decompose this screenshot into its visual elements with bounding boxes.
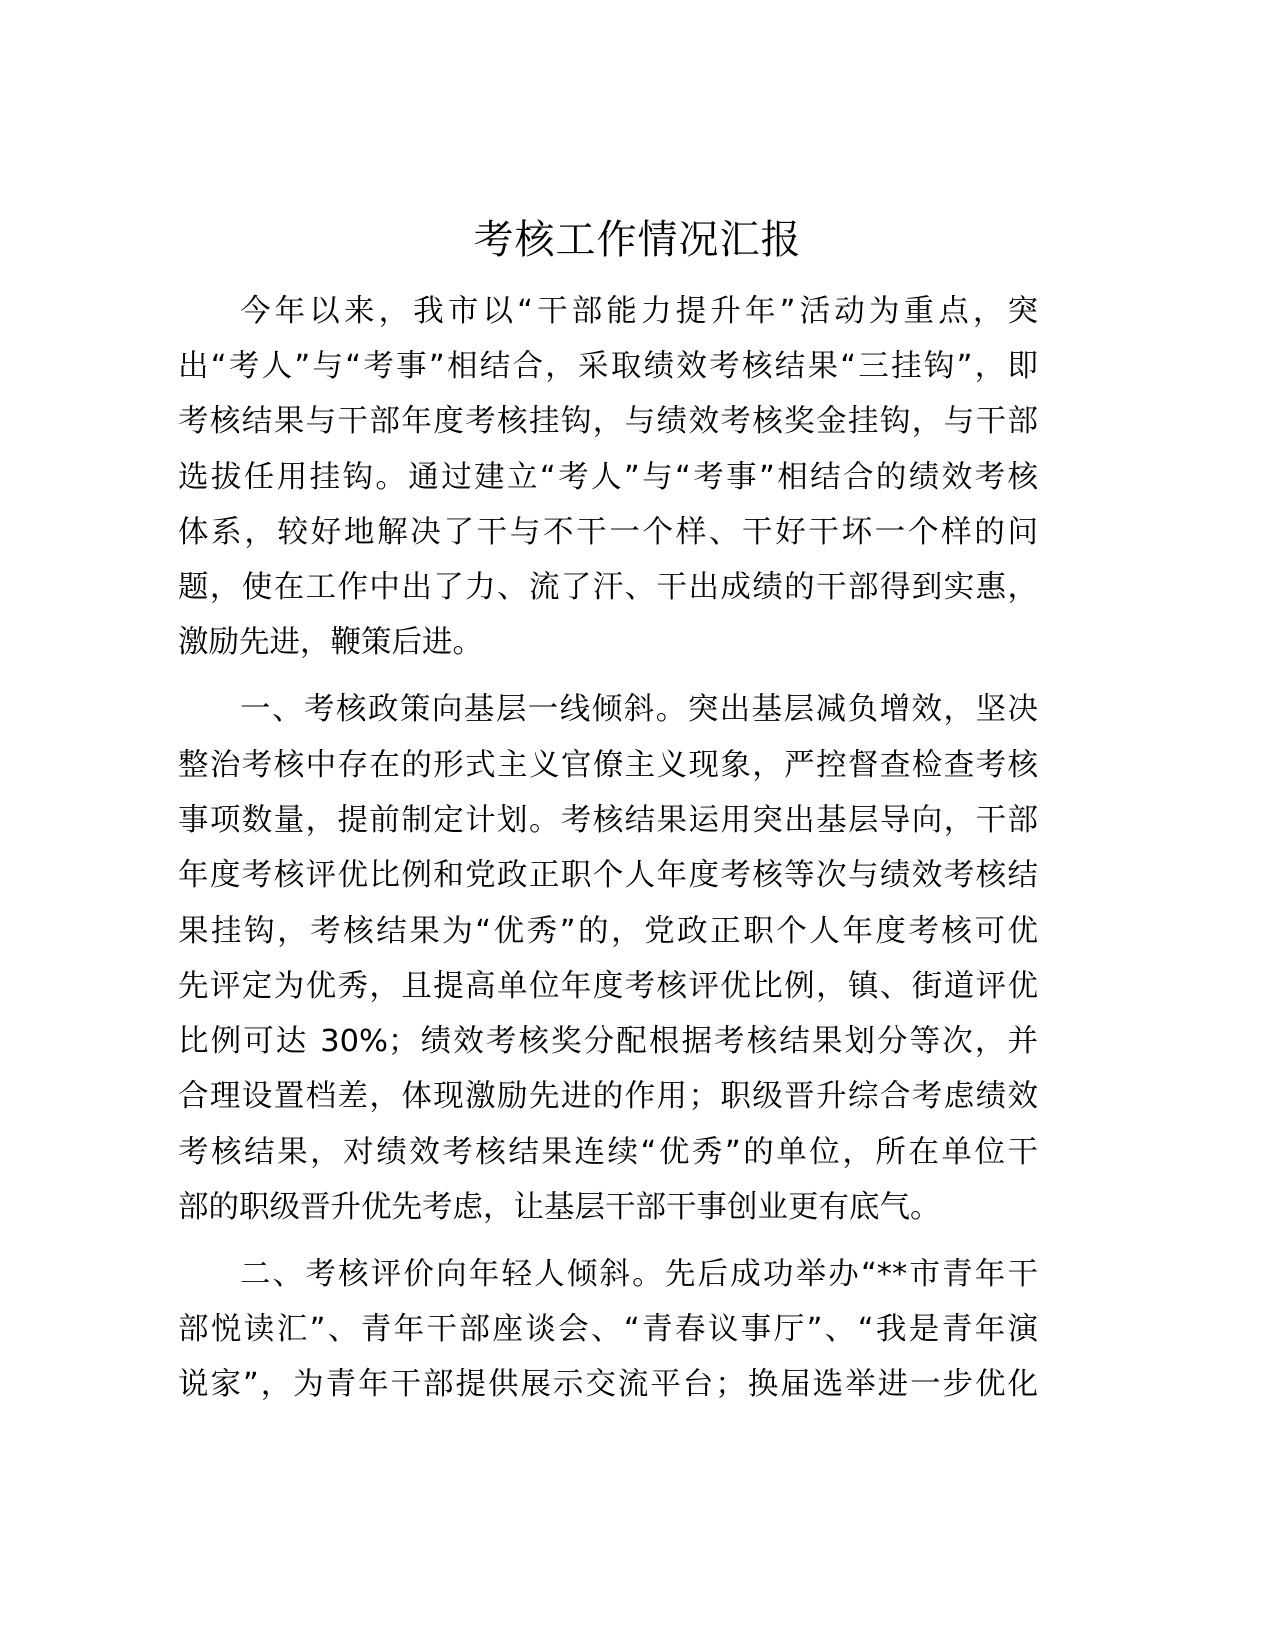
paragraph-1-line-2: 出“考人”与“考事”相结合，采取绩效考核结果“三挂钩”，即 [178,349,1038,384]
paragraph-1-line-7: 激励先进，鞭策后进。 [178,625,483,660]
paragraph-3-line-2: 部悦读汇”、青年干部座谈会、“青春议事厅”、“我是青年演 [178,1312,1038,1347]
paragraph-2-line-8: 合理设置档差，体现激励先进的作用；职级晋升综合考虑绩效 [178,1079,1038,1114]
paragraph-2-line-3: 事项数量，提前制定计划。考核结果运用突出基层导向，干部 [178,803,1038,838]
document-title: 考核工作情况汇报 [473,217,802,263]
paragraph-1-line-3: 考核结果与干部年度考核挂钩，与绩效考核奖金挂钩，与干部 [178,404,1038,439]
paragraph-1-line-4: 选拔任用挂钩。通过建立“考人”与“考事”相结合的绩效考核 [178,460,1038,495]
paragraph-1-line-6: 题，使在工作中出了力、流了汗、干出成绩的干部得到实惠， [178,570,1038,605]
paragraph-3-line-1: 二、考核评价向年轻人倾斜。先后成功举办“**市青年干 [240,1257,1038,1292]
paragraph-1-line-1: 今年以来，我市以“干部能力提升年”活动为重点，突 [240,294,1038,329]
paragraph-2-line-7: 比例可达 30%；绩效考核奖分配根据考核结果划分等次，并 [178,1024,1038,1059]
paragraph-2-line-9: 考核结果，对绩效考核结果连续“优秀”的单位，所在单位干 [178,1135,1038,1170]
paragraph-2-line-4: 年度考核评优比例和党政正职个人年度考核等次与绩效考核结 [178,858,1038,893]
paragraph-1-line-5: 体系，较好地解决了干与不干一个样、干好干坏一个样的问 [178,515,1038,550]
paragraph-2-line-2: 整治考核中存在的形式主义官僚主义现象，严控督查检查考核 [178,748,1038,783]
paragraph-2-line-10: 部的职级晋升优先考虑，让基层干部干事创业更有底气。 [178,1190,941,1225]
paragraph-2-line-5: 果挂钩，考核结果为“优秀”的，党政正职个人年度考核可优 [178,914,1038,949]
paragraph-3-line-3: 说家”，为青年干部提供展示交流平台；换届选举进一步优化 [178,1367,1038,1402]
paragraph-2-line-1: 一、考核政策向基层一线倾斜。突出基层减负增效，坚决 [240,692,1038,727]
paragraph-2-line-6: 先评定为优秀，且提高单位年度考核评优比例，镇、街道评优 [178,969,1038,1004]
